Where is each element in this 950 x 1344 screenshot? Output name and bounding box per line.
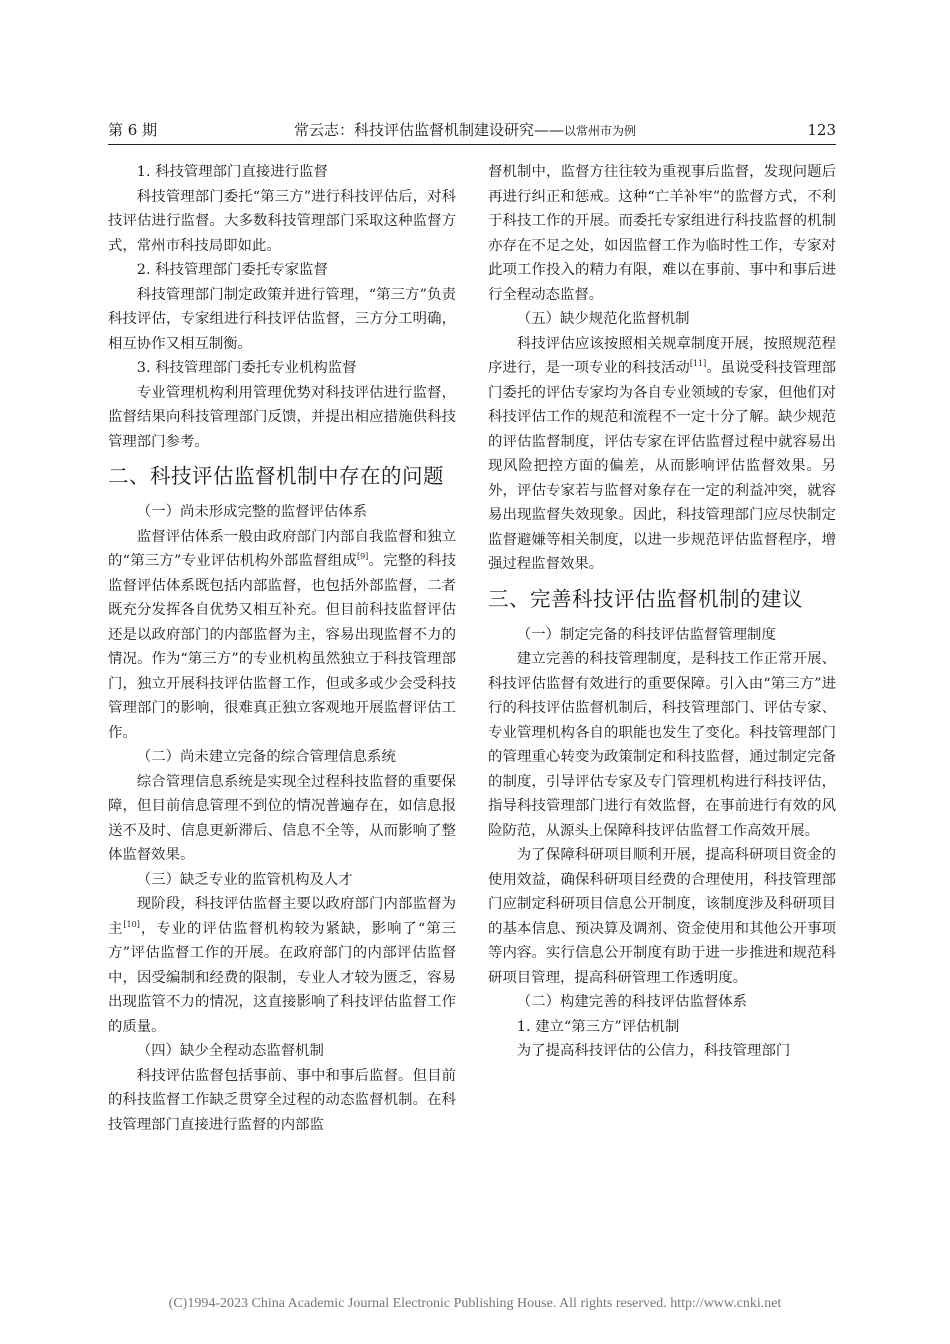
section-heading: 三、完善科技评估监督机制的建议 — [488, 586, 803, 611]
paragraph: 现阶段，科技评估监督主要以政府部门内部监督为主[10]，专业的评估监督机构较为紧缺，影响了“第三方”评估监督工作的开展。在政府部门的内部评估监督中，因受编制和经费的限制，专业人才较为匮乏，容易出现监管不力的情况，这直接影响了科技评估监督工作的质量。 — [108, 896, 456, 1035]
page-number: 123 — [807, 121, 836, 139]
left-column — [108, 160, 456, 1137]
running-title-sub: 以常州市为例 — [564, 124, 637, 138]
subsection-heading: （二）构建完善的科技评估监督体系 — [516, 994, 748, 1010]
citation-ref[interactable]: [11] — [689, 359, 707, 369]
subsection-heading: （一）制定完备的科技评估监督管理制度 — [516, 626, 776, 643]
subsection-heading: （五）缺少规范化监督机制 — [516, 311, 690, 327]
paragraph: 科技评估监督包括事前、事中和事后监督。但目前的科技监督工作缺乏贯穿全过程的动态监督机制。在科技管理部门直接进行监督的内部监 — [108, 1067, 456, 1133]
paragraph: 建立完善的科技管理制度，是科技工作正常开展、科技评估监督有效进行的重要保障。引入由“第三方”进行的科技评估监督机制后，科技管理部门、评估专家、专业管理机构各自的职能也发生了变化。科技管理部门的管理重心转变为政策制定和科技监督，通过制定完备的制度，引导评估专家及专门管理机构进行科技评估，指导科技管理部门进行有效监督，在事前进行有效的风险防范，从源头上保障科技评估监督工作高效开展。 — [488, 651, 836, 839]
subsection-heading: 1. 科技管理部门直接进行监督 — [136, 164, 328, 180]
citation-ref[interactable]: [10] — [123, 919, 140, 929]
subsection-heading: 2. 科技管理部门委托专家监督 — [136, 262, 328, 278]
subsection-heading: （二）尚未建立完备的综合管理信息系统 — [136, 749, 396, 765]
paragraph-continued: 督机制中，监督方往往较为重视事后监督，发现问题后再进行纠正和惩戒。这种“亡羊补牢”的监督方式，不利于科技工作的开展。而委托专家组进行科技监督的机制亦存在不足之处，如因监督工作为临时性工作，专家对此项工作投入的精力有限，难以在事前、事中和事后进行全程动态监督。 — [488, 164, 836, 303]
copyright-footer: (C)1994-2023 China Academic Journal Electronic Publishing House. All rights reserved. http://www.cnki.net — [168, 1296, 782, 1311]
subsection-heading: 3. 科技管理部门委托专业机构监督 — [136, 360, 357, 376]
subsection-heading: 1. 建立“第三方”评估机制 — [516, 1018, 680, 1035]
running-header — [108, 116, 836, 145]
subsection-heading: （四）缺少全程动态监督机制 — [136, 1043, 324, 1059]
citation-ref[interactable]: [9] — [356, 552, 369, 562]
subsection-heading: （三）缺乏专业的监管机构及人才 — [136, 871, 353, 888]
subsection-heading: （一）尚未形成完整的监督评估体系 — [136, 504, 368, 520]
paragraph: 监督评估体系一般由政府部门内部自我监督和独立的“第三方”专业评估机构外部监督组成[9]。完整的科技监督评估体系既包括内部监督，也包括外部监督，二者既充分发挥各自优势又相互补充。但目前科技监督评估还是以政府部门的内部监督为主，容易出现监督不力的情况。作为“第三方”的专业机构虽然独立于科技管理部门，独立开展科技评估监督工作，但或多或少会受科技管理部门的影响，很难真正独立客观地开展监督评估工作。 — [108, 528, 456, 741]
paragraph: 科技管理部门委托“第三方”进行科技评估后，对科技评估进行监督。大多数科技管理部门采取这种监督方式，常州市科技局即如此。 — [108, 188, 456, 254]
running-title — [294, 116, 636, 145]
right-column — [488, 160, 836, 1064]
paragraph: 为了保障科研项目顺利开展，提高科研项目资金的使用效益，确保科研项目经费的合理使用，科技管理部门应制定科研项目信息公开制度，该制度涉及科研项目的基本信息、预决算及调剂、资金使用和其他公开事项等内容。实行信息公开制度有助于进一步推进和规范科研项目管理，提高科研管理工作透明度。 — [488, 847, 836, 986]
paragraph: 科技评估应该按照相关规章制度开展，按照规范程序进行，是一项专业的科技活动[11]。虽说受科技管理部门委托的评估专家均为各自专业领域的专家，但他们对科技评估工作的规范和流程不一定十分了解。缺少规范的评估监督制度，评估专家在评估监督过程中就容易出现风险把控方面的偏差，从而影响评估监督效果。另外，评估专家若与监督对象存在一定的利益冲突，就容易出现监督失效现象。因此，科技管理部门应尽快制定监督避嫌等相关制度，以进一步规范评估监督程序，增强过程监督效果。 — [488, 335, 836, 572]
issue-number: 第 6 期 — [108, 121, 158, 139]
paragraph: 综合管理信息系统是实现全过程科技监督的重要保障，但目前信息管理不到位的情况普遍存在，如信息报送不及时、信息更新滞后、信息不全等，从而影响了整体监督效果。 — [108, 773, 456, 863]
paragraph: 科技管理部门制定政策并进行管理，“第三方”负责科技评估，专家组进行科技评估监督，三方分工明确，相互协作又相互制衡。 — [108, 286, 456, 352]
section-heading: 二、科技评估监督机制中存在的问题 — [108, 464, 444, 488]
running-title-main: 常云志：科技评估监督机制建设研究—— — [294, 121, 565, 139]
paragraph: 专业管理机构利用管理优势对科技评估进行监督，监督结果向科技管理部门反馈，并提出相应措施供科技管理部门参考。 — [108, 384, 456, 450]
paragraph: 为了提高科技评估的公信力，科技管理部门 — [516, 1043, 791, 1059]
